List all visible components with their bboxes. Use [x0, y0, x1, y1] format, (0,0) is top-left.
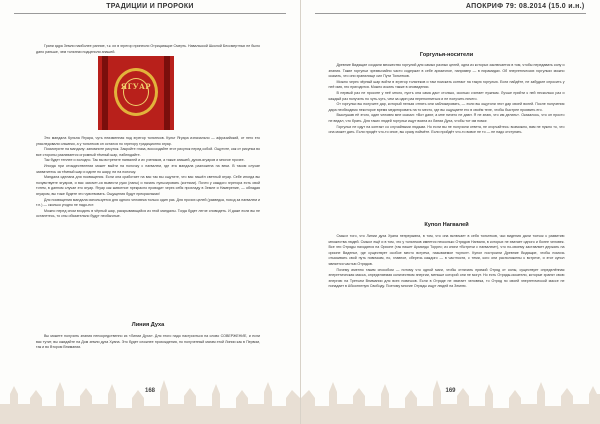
paragraph: Для посвящения мандала используется для одного человека только один раз. Для прочих целей (разведка, поход за нагвалем и т.п.) — сколько угодно не надо-ест.	[36, 197, 260, 208]
left-skyline-decoration	[0, 374, 300, 424]
emblem-caption: Это мандала Кульпа Ягуара, чуть неизменная под эгрегор тольтеков. Культ Ягуара изначально — афразийский, от него его унаследовали ольмеки, а у тольтеков он остался по эгрегору традиционно ягуар.	[36, 136, 260, 146]
right-header-rule	[315, 13, 587, 14]
left-running-header: ТРАДИЦИИ И ПРОРОКИ	[106, 3, 194, 10]
paragraph: Так будет теплее и холодно. Так вы встретите нагвалей и их учеников, а также апашей, духов-ягуаров и многое прочее.	[44, 158, 245, 163]
right-page	[301, 0, 600, 424]
right-skyline-decoration	[301, 374, 600, 424]
section-title-spirit-line: Линия Духа	[131, 322, 165, 328]
paragraph: Можно перед сном входить в чёрный шар, раскрывающийся из этой мандалы. Тогда будет легче сновидеть. И даже если вы не останетесь, то сны обязательно будут необычные.	[36, 208, 260, 219]
section-title-nagual-dome: Купол Нагвалей	[424, 222, 469, 228]
paragraph: Можно через чёрный шар войти в эгрегор тольтеков и там поискать контакт на такую горгулью. Если найдёте, не забудьте спросить у неё имя, это пригодится. Можно искать также в сновидении.	[328, 79, 565, 90]
paragraph: Выслушав её этого, один человек мне сказал: «Вот дают, а мне ничего не дают. Я не знаю, что им делать». Оказалось, что он просто не ведал, что брать. Для таких людей горгульи ищут воина из Линии Духа, чтобы тот им помог.	[328, 113, 565, 123]
paragraph: Посмотрите на мандалу: запомните рисунок. Закройте глаза, воссоздайте этот рисунок перед собой. Ощутите, как от рисунка во все стороны разливается огромный тёмный шар, наблюдайте.	[36, 147, 260, 157]
paragraph: Смысл того, что Линии духа Хуана непрерывна, в том, что она включает в себя тольтеков, чьи видения дали толчок к развитию множества людей. Смысл ещё и в том, что у тольтеков имеется несколько Отрядов Нагваля, в которых не хватает одного и более человек. Все эти Отряды находятся на Орионе (так пишет Армандо Торрес; из книги «Встречи с нагвалем»), что по-своему заставляет держать на орионе Виденье, где существует особое место встречи, называемое «купол». Купол построили Древние Видящие, чтобы помочь отыскивать свой путь новичкам, но, главное, сберечь каждого — в частности, с теми, кого они расположены к встрече, и этот купол является частью Отрядов.	[328, 234, 565, 266]
paragraph: Почему именно таким способом — потому что одной маги, чтобы отличать прямой Отряд от силы, существует определённая энергетическая масса, определяемая количеством энергии, меньше которой они не могут. Но есть Отряды-искатели, которые хранят свою энергию на Третьем Внимании для всех новичков. Если в Отряде не хватает человека, то Отряд по своей энергетической массе не попадает в Абсолютную Свободу. Поэтому многие Отряды ищут людей на Землю.	[328, 267, 565, 289]
paragraph: От горгульи вы получите дар, который нельзя отнять или заблокировать, — если вы ощутили этот дар своей волей. После получения дара необходимо некоторое время медитировать на то место, где вы ощущаете его в своём теле, чтобы быстрее проявить его.	[328, 102, 565, 112]
left-header-rule	[14, 13, 286, 14]
right-running-header: АПОКРИФ 79: 08.2014 (15.0 и.н.)	[465, 3, 585, 10]
paragraph: В первый раз не просите у неё много, пусть она сама даст столько, сколько считает нужным. Лучше прийти к ней несколько раз и каждый раз получить по чуть-чуть, чем за один раз переполниться и не получить ничего.	[328, 90, 565, 101]
gargoyles-text	[329, 63, 565, 136]
left-page-number: 168	[144, 388, 155, 394]
jaguar-mandala-image	[98, 56, 174, 130]
paragraph: Мандала сделана для посвящения. Если она сработает на вас так вы ощутите, что вас нашёл светлый ягуар. Себе иногда вы почувствуете ягуаров, и вас захочет-ся вывести руки (лапы) и начать пульсировать (когтями). Почти у каждого эгрегора есть свой тотем, в данном случае это ягуар. Ягуар как животное прекрасно проводит через себя прохладу в Земле и Намерение, — обладая ягуаром, вы тоже будете это чувствовать. Ощущения будут прекрасными!	[36, 175, 260, 196]
paragraph: Иногда при отождествлении может выйти на полочку с нагвалем, где эта мандала разложена на веки. В таком случае захватитесь за тёмный шар и идите по шару, ни на полочку.	[36, 163, 260, 174]
right-page-number: 169	[445, 388, 456, 394]
nagual-dome-text	[329, 234, 565, 290]
paragraph: Древние Видящие создали множество горгулий для самых разных целей, одна из которых заключается в том, чтобы передавать силу и знания. Такие горгульи чрезвычайно часто содержат в себе архаичное, например — в пирамидах. Об энергетических горгульях можно сказать, что они хранилище сил Пути Тольтеков.	[328, 63, 565, 79]
emblem-pillar-left	[102, 56, 108, 130]
emblem-pillar-right	[164, 56, 170, 130]
left-intro-text: Грани ядра Земли наиболее ранние, т.к. их в эгрегор принесли Отрицающие Смерть. Навальской Школой Бессмертных не было дано раньше, чем тольтеки подцепили апашей.	[36, 44, 260, 54]
emblem-glyph: ЯГУАР	[120, 82, 152, 91]
spirit-line-text: Вы можете получить знания непосредственно из «Линии Духа». Для этого надо настроиться на слово СОВЕРЖЕНИЕ, и если вас тутит, вы ожидайте на Дом земли духа Хуана. Это будет сложнее прохождения, но полученный магам этой Линии как в Первом, так и во Втором Внимании.	[36, 334, 260, 350]
section-title-gargoyles: Горгулья-носители	[419, 52, 474, 58]
paragraph: Горгульи не идут на контакт со случайными людьми. Но если вы не получили ответа, не огорчайтесь: возможно, вам не нужно то, что она может дать. Если придёт что-то иное, вы сразу поймёте. Если пройдёт что-то вовсе не то — не надо отступать.	[328, 124, 565, 135]
left-body-text	[36, 136, 260, 220]
